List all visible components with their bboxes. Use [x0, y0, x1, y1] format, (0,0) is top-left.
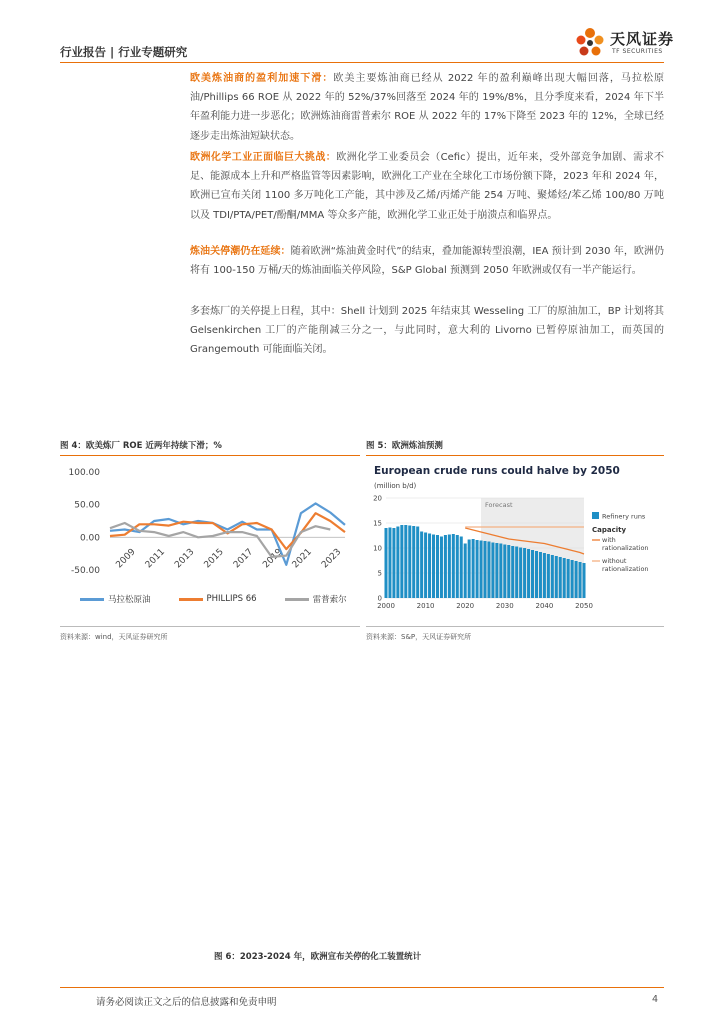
paragraph-refinery-closures	[190, 242, 664, 280]
refinery-runs-bar	[491, 543, 494, 599]
figure4-legend	[80, 593, 347, 605]
paragraph-highlight: 炼油关停潮仍在延续：	[190, 246, 291, 257]
refinery-runs-bar	[483, 541, 486, 598]
x-tick-label: 2000	[377, 602, 395, 610]
y-tick-label: -50.00	[70, 566, 100, 576]
x-tick-label: 2050	[575, 602, 593, 610]
legend-swatch-repsol	[285, 598, 309, 601]
legend-swatch-refinery-runs	[592, 512, 599, 519]
x-tick-label: 2009	[114, 547, 138, 571]
figure5-source-rule	[366, 626, 664, 627]
refinery-runs-bar	[456, 535, 459, 598]
refinery-runs-bar	[448, 535, 451, 599]
x-tick-label: 2011	[143, 547, 168, 571]
legend-swatch-marathon	[80, 598, 104, 601]
y-tick-label: 20	[373, 494, 382, 503]
legend-label-repsol: 雷普索尔	[312, 595, 347, 605]
x-tick-label: 2021	[290, 547, 314, 571]
legend-label-with-line2: rationalization	[602, 544, 649, 552]
refinery-runs-bar	[495, 543, 498, 598]
page-number: 4	[652, 994, 659, 1005]
refinery-runs-bar	[428, 534, 431, 599]
refinery-runs-bar	[535, 551, 538, 598]
refinery-runs-bar	[480, 541, 483, 599]
paragraph-text: 欧美主要炼油商已经从 2022 年的盈利巅峰出现大幅回落，马拉松原油/Phillips 66 ROE 从 2022 年的 52%/37%回落至 2024 年的 19%/8%，且分季度来看，2024 年下半年盈利能力进一步恶化；欧洲炼油商雷普索尔 ROE 从 2022 年的 17%下降至 2023 年的 12%，全球已经逐步走出炼油短缺状态。	[190, 73, 665, 142]
refinery-runs-bar	[567, 559, 570, 598]
legend-swatch-phillips66	[179, 598, 203, 601]
refinery-runs-bar	[543, 553, 546, 598]
refinery-runs-bar	[444, 535, 447, 598]
y-tick-label: 10	[373, 544, 382, 553]
header-divider	[60, 62, 664, 63]
refinery-runs-bar	[519, 548, 522, 599]
refinery-runs-bar	[571, 560, 574, 598]
refinery-runs-bar	[436, 535, 439, 598]
refinery-runs-bar	[547, 554, 550, 598]
paragraph-refiner-profit	[190, 69, 664, 146]
legend-label-without-line1: without	[602, 557, 627, 565]
figure4-source: 资料来源：wind，天风证券研究所	[60, 633, 168, 641]
figure4-title: 图 4：欧美炼厂 ROE 近两年持续下滑；%	[60, 441, 222, 451]
refinery-runs-bar	[416, 527, 419, 599]
refinery-runs-bar	[404, 525, 407, 598]
legend-label-with-line1: with	[602, 536, 616, 544]
refinery-runs-bar	[507, 545, 510, 598]
refinery-runs-bar	[527, 549, 530, 598]
legend-heading-capacity: Capacity	[592, 526, 627, 534]
refinery-runs-bar	[424, 533, 427, 599]
paragraph-highlight: 欧美炼油商的盈利加速下滑：	[190, 73, 334, 84]
refinery-runs-bar	[579, 562, 582, 598]
footer-divider	[60, 987, 664, 988]
x-tick-label: 2023	[320, 547, 344, 571]
refinery-runs-bar	[539, 552, 542, 598]
x-tick-label: 2013	[173, 547, 197, 571]
x-tick-label: 2010	[416, 602, 435, 610]
refinery-runs-bar	[563, 558, 566, 598]
refinery-runs-bar	[464, 544, 467, 599]
refinery-runs-bar	[511, 546, 514, 598]
refinery-runs-bar	[472, 539, 475, 598]
y-tick-label: 15	[373, 519, 382, 528]
x-tick-label: 2015	[202, 547, 226, 571]
refinery-runs-bar	[412, 526, 415, 598]
y-tick-label: 0.00	[79, 533, 100, 544]
refinery-runs-bar	[460, 537, 463, 599]
refinery-runs-bar	[515, 547, 518, 599]
logo-chinese-name: 天风证券	[610, 30, 675, 48]
legend-label-phillips66: PHILLIPS 66	[206, 594, 257, 604]
paragraph-highlight: 欧洲化学工业正面临巨大挑战：	[190, 152, 337, 163]
paragraph-text: 欧洲化学工业委员会（Cefic）提出，近年来，受外部竞争加剧、需求不足、能源成本上升和严格监管等因素影响，欧洲化工产业在全球化工市场份额下降，2023 年和 2024 年，欧洲已宣布关闭 1100 多万吨化工产能，其中涉及乙烯/丙烯产能 254 万吨、聚烯烃/苯乙烯 100/80 万吨以及 TDI/PTA/PET/酚酮/MMA 等众多产能，欧洲化学工业正处于崩溃点和临界点。	[190, 152, 665, 221]
x-tick-label: 2019	[261, 547, 285, 571]
refinery-runs-bar	[555, 556, 558, 598]
refinery-runs-bar	[487, 542, 490, 599]
refinery-runs-bar	[476, 540, 479, 598]
forecast-label: Forecast	[485, 501, 513, 509]
figure4-title-rule	[60, 455, 360, 456]
refinery-runs-bar	[531, 550, 534, 598]
refinery-runs-bar	[551, 555, 554, 598]
refinery-runs-bar	[400, 525, 403, 598]
refinery-runs-bar	[388, 528, 391, 599]
refinery-runs-bar	[468, 540, 471, 599]
figure4-roe-line-chart	[60, 460, 360, 590]
company-logo	[572, 24, 684, 60]
y-tick-label: 5	[377, 569, 382, 578]
x-tick-label: 2020	[456, 602, 475, 610]
refinery-runs-bar	[408, 526, 411, 599]
refinery-runs-bar	[503, 545, 506, 599]
y-axis-unit-label: (million b/d)	[374, 482, 417, 490]
refinery-runs-bar	[523, 548, 526, 598]
paragraph-plant-shutdowns	[190, 302, 664, 360]
y-tick-label: 0	[377, 594, 382, 603]
refinery-runs-bar	[575, 561, 578, 598]
logo-flower-icon	[572, 24, 608, 60]
legend-label-refinery-runs: Refinery runs	[602, 512, 646, 521]
figure5-title-rule	[366, 455, 664, 456]
refinery-runs-bar	[384, 528, 387, 598]
logo-english-name: TF SECURITIES	[612, 48, 663, 55]
footer-disclaimer: 请务必阅读正文之后的信息披露和免责申明	[96, 997, 277, 1008]
figure4-source-rule	[60, 626, 360, 627]
figure5-source: 资料来源：S&P，天风证券研究所	[366, 633, 472, 641]
paragraph-chemical-challenge	[190, 148, 664, 225]
figure6-title: 图 6：2023-2024 年，欧洲宣布关停的化工装置统计	[214, 952, 422, 962]
figure5-crude-runs-chart	[366, 460, 664, 620]
refinery-runs-bar	[452, 534, 455, 598]
refinery-runs-bar	[396, 527, 399, 599]
refinery-runs-bar	[499, 544, 502, 599]
x-tick-label: 2030	[495, 602, 514, 610]
y-tick-label: 50.00	[74, 500, 100, 511]
paragraph-text: 多套炼厂的关停提上日程，其中：Shell 计划到 2025 年结束其 Wesseling 工厂的原油加工，BP 计划将其 Gelsenkirchen 工厂的产能削减三分之一，与此同时，意大利的 Livorno 已暂停原油加工，而英国的 Grangemouth 可能面临关闭。	[190, 306, 664, 356]
refinery-runs-bar	[582, 563, 585, 598]
paragraph-text: 随着欧洲“炼油黄金时代”的结束，叠加能源转型浪潮，IEA 预计到 2030 年，欧洲仍将有 100-150 万桶/天的炼油面临关停风险，S&P Global 预测到 2050 年欧洲或仅有一半产能运行。	[190, 246, 664, 277]
x-tick-label: 2040	[535, 602, 554, 610]
refinery-runs-bar	[392, 528, 395, 598]
refinery-runs-bar	[440, 537, 443, 599]
y-tick-label: 100.00	[68, 468, 100, 478]
figure5-title: 图 5：欧洲炼油预测	[366, 441, 443, 451]
refinery-runs-bar	[559, 557, 562, 598]
refinery-runs-bar	[420, 532, 423, 599]
chart-title: European crude runs could halve by 2050	[374, 465, 620, 477]
legend-label-without-line2: rationalization	[602, 565, 649, 573]
refinery-runs-bar	[432, 535, 435, 599]
x-tick-label: 2017	[231, 547, 256, 571]
legend-label-marathon: 马拉松原油	[108, 595, 151, 605]
report-header-title: 行业报告 | 行业专题研究	[60, 45, 188, 59]
